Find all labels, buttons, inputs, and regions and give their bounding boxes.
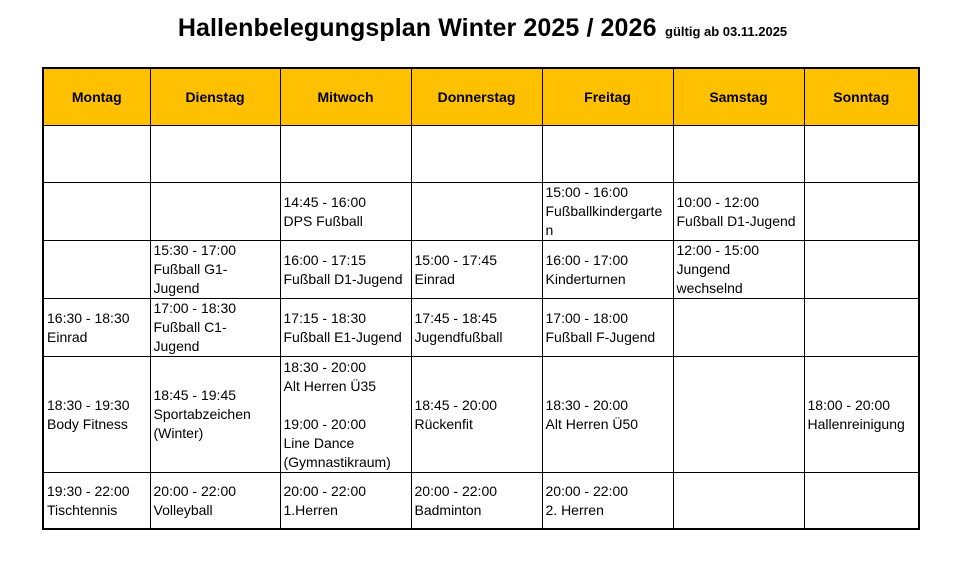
- cell-activity: Fußball F-Jugend: [545, 328, 656, 345]
- header-dienstag: Dienstag: [150, 68, 280, 126]
- cell-donnerstag-jugendfussball: [411, 299, 542, 357]
- cell-dienstag-sportabzeichen: [150, 357, 280, 473]
- cell-activity-cont: Jugend: [153, 338, 200, 354]
- cell-activity: Line Dance: [283, 434, 355, 451]
- cell-samstag-jugend: [673, 241, 804, 299]
- cell-time: 16:00 - 17:15: [283, 251, 367, 268]
- cell-empty: [804, 241, 919, 299]
- cell-activity-cont: n: [545, 222, 554, 238]
- cell-empty: [411, 183, 542, 241]
- cell-empty: [804, 299, 919, 357]
- cell-montag-einrad: [43, 299, 150, 357]
- header-mitwoch: Mitwoch: [280, 68, 411, 126]
- cell-empty: [673, 473, 804, 530]
- cell-time: 20:00 - 22:00: [545, 482, 629, 499]
- header-montag: Montag: [43, 68, 150, 126]
- cell-time: 10:00 - 12:00: [676, 193, 760, 210]
- cell-empty: [43, 126, 150, 183]
- cell-mittwoch-dps-fussball: [280, 183, 411, 241]
- cell-dienstag-fussball-c1: [150, 299, 280, 357]
- valid-from-note: gültig ab 03.11.2025: [665, 24, 788, 39]
- cell-dienstag-volleyball: [150, 473, 280, 530]
- cell-activity: Alt Herren Ü50: [545, 415, 639, 432]
- cell-activity: Jungend: [676, 261, 731, 277]
- cell-activity: Kinderturnen: [545, 270, 626, 287]
- cell-empty: [150, 126, 280, 183]
- cell-activity: Fußball E1-Jugend: [283, 328, 402, 345]
- cell-time: 20:00 - 22:00: [414, 482, 498, 499]
- cell-activity: Badminton: [414, 501, 482, 518]
- cell-empty: [804, 126, 919, 183]
- cell-time: 18:45 - 20:00: [414, 396, 498, 413]
- cell-time: 18:45 - 19:45: [153, 387, 237, 403]
- cell-activity-cont: (Winter): [153, 425, 204, 441]
- cell-time: 18:00 - 20:00: [807, 396, 891, 413]
- cell-empty: [43, 183, 150, 241]
- header-donnerstag: Donnerstag: [411, 68, 542, 126]
- cell-activity-cont: (Gymnastikraum): [283, 453, 391, 470]
- table-row: [43, 473, 919, 530]
- cell-time: 16:30 - 18:30: [47, 309, 130, 326]
- header-freitag: Freitag: [542, 68, 673, 126]
- cell-time: 12:00 - 15:00: [676, 242, 760, 258]
- cell-mittwoch-fussball-e1: [280, 299, 411, 357]
- cell-empty: [542, 126, 673, 183]
- cell-time: 19:30 - 22:00: [47, 482, 130, 499]
- cell-donnerstag-badminton: [411, 473, 542, 530]
- schedule-table: [42, 67, 920, 530]
- cell-empty: [43, 241, 150, 299]
- cell-donnerstag-einrad: [411, 241, 542, 299]
- cell-activity: Sportabzeichen: [153, 406, 251, 422]
- cell-time: 17:45 - 18:45: [414, 309, 498, 326]
- cell-empty: [673, 357, 804, 473]
- cell-freitag-fussball-f: [542, 299, 673, 357]
- cell-empty: [804, 183, 919, 241]
- cell-mittwoch-alt-herren-line-dance: [280, 357, 411, 473]
- cell-empty: [673, 299, 804, 357]
- cell-activity: Hallenreinigung: [807, 415, 905, 432]
- cell-activity: DPS Fußball: [283, 212, 363, 229]
- cell-mittwoch-1-herren: [280, 473, 411, 530]
- cell-time: 15:00 - 16:00: [545, 184, 629, 200]
- cell-montag-body-fitness: [43, 357, 150, 473]
- cell-time: 16:00 - 17:00: [545, 251, 629, 268]
- cell-freitag-2-herren: [542, 473, 673, 530]
- table-row: [43, 299, 919, 357]
- cell-dienstag-fussball-g1: [150, 241, 280, 299]
- cell-activity: 2. Herren: [545, 501, 604, 518]
- cell-time: 14:45 - 16:00: [283, 193, 367, 210]
- cell-freitag-alt-herren-u50: [542, 357, 673, 473]
- cell-time: 17:00 - 18:00: [545, 309, 629, 326]
- cell-time: 19:00 - 20:00: [283, 415, 367, 432]
- cell-time: 20:00 - 22:00: [283, 482, 367, 499]
- cell-activity-cont: wechselnd: [676, 280, 743, 296]
- header-sonntag: Sonntag: [804, 68, 919, 126]
- cell-empty: [150, 183, 280, 241]
- table-row: [43, 183, 919, 241]
- cell-time: 17:00 - 18:30: [153, 300, 237, 316]
- table-row: [43, 126, 919, 183]
- header-samstag: Samstag: [673, 68, 804, 126]
- cell-empty: [673, 126, 804, 183]
- cell-activity: Fußball D1-Jugend: [676, 212, 796, 229]
- cell-activity: Tischtennis: [47, 501, 118, 518]
- cell-sonntag-hallenreinigung: [804, 357, 919, 473]
- cell-empty: [280, 126, 411, 183]
- cell-time: 15:30 - 17:00: [153, 242, 237, 258]
- cell-activity: Rückenfit: [414, 415, 473, 432]
- cell-montag-tischtennis: [43, 473, 150, 530]
- cell-spacer: [284, 396, 408, 415]
- cell-activity: Body Fitness: [47, 415, 128, 432]
- cell-empty: [804, 473, 919, 530]
- cell-activity: Einrad: [47, 328, 88, 345]
- cell-mittwoch-fussball-d1: [280, 241, 411, 299]
- cell-activity-cont: Jugend: [153, 280, 200, 296]
- cell-freitag-fussballkindergarten: [542, 183, 673, 241]
- cell-activity: Fußballkindergarte: [545, 203, 663, 219]
- page-title: Hallenbelegungsplan Winter 2025 / 2026: [177, 14, 657, 42]
- cell-time: 18:30 - 19:30: [47, 396, 130, 413]
- table-row: [43, 357, 919, 473]
- cell-freitag-kinderturnen: [542, 241, 673, 299]
- cell-activity: Fußball C1-: [153, 319, 227, 335]
- cell-activity: Fußball G1-: [153, 261, 228, 277]
- table-row: [43, 241, 919, 299]
- cell-time: 20:00 - 22:00: [153, 482, 237, 499]
- cell-activity: Jugendfußball: [414, 328, 503, 345]
- title-row: [0, 14, 965, 43]
- header-row: [43, 68, 919, 126]
- cell-samstag-fussball-d1: [673, 183, 804, 241]
- cell-time: 17:15 - 18:30: [283, 309, 367, 326]
- cell-activity: 1.Herren: [283, 501, 338, 518]
- cell-time: 15:00 - 17:45: [414, 251, 498, 268]
- cell-time: 18:30 - 20:00: [283, 358, 367, 375]
- cell-activity: Alt Herren Ü35: [283, 377, 377, 394]
- cell-activity: Einrad: [414, 270, 455, 287]
- cell-time: 18:30 - 20:00: [545, 396, 629, 413]
- cell-donnerstag-rueckenfit: [411, 357, 542, 473]
- cell-activity: Fußball D1-Jugend: [283, 270, 403, 287]
- cell-activity: Volleyball: [153, 501, 213, 518]
- cell-empty: [411, 126, 542, 183]
